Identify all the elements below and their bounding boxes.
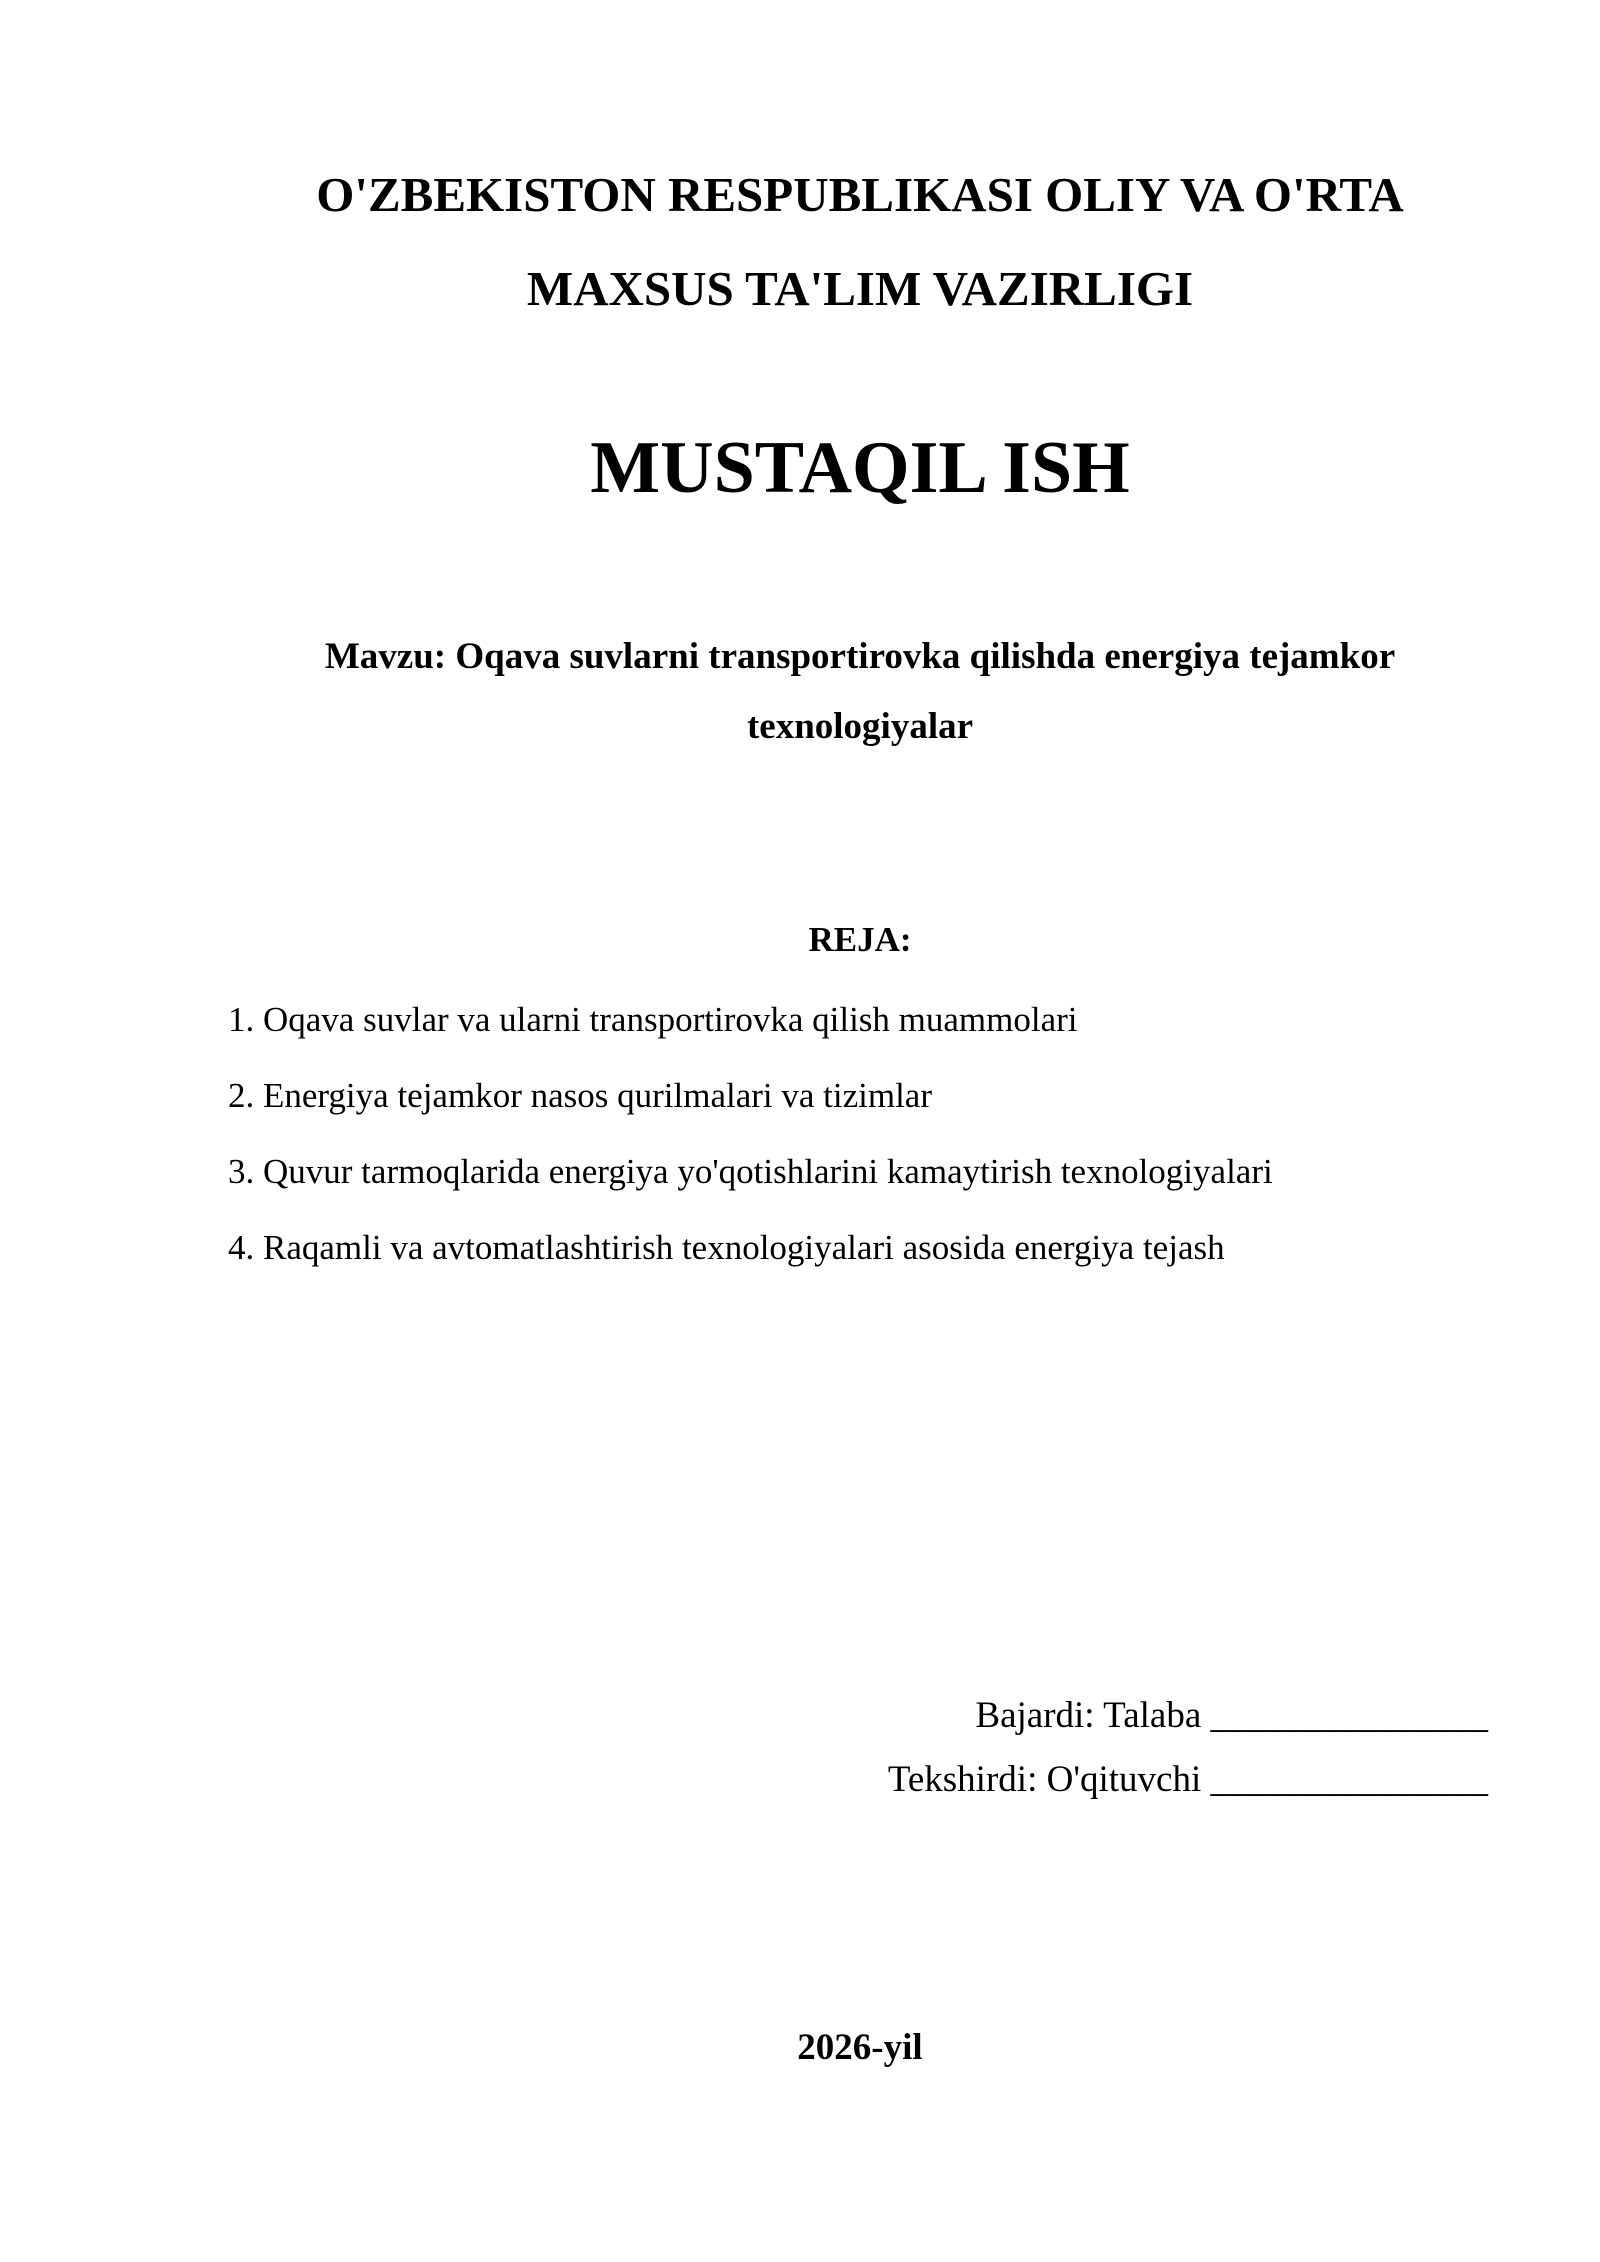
plan-item: 4. Raqamli va avtomatlashtirish texnologiyalari asosida energiya tejash	[228, 1228, 1225, 1267]
performed-by-line: Bajardi: Talaba _______________	[975, 1695, 1488, 1736]
topic-line-1: Mavzu: Oqava suvlarni transportirovka qilishda energiya tejamkor	[324, 636, 1396, 677]
plan-list	[228, 992, 1528, 1296]
checked-by-line: Tekshirdi: O'qituvchi _______________	[887, 1759, 1488, 1800]
plan-heading: REJA:	[808, 920, 912, 959]
plan-item: 3. Quvur tarmoqlarida energiya yo'qotishlarini kamaytirish texnologiyalari	[228, 1152, 1273, 1191]
ministry-line-2: MAXSUS TA'LIM VAZIRLIGI	[526, 261, 1194, 316]
ministry-header	[240, 148, 1480, 336]
topic	[240, 622, 1480, 762]
document-title: MUSTAQIL ISH	[590, 427, 1130, 509]
ministry-line-1: O'ZBEKISTON RESPUBLIKASI OLIY VA O'RTA	[316, 167, 1404, 222]
year: 2026-yil	[797, 2027, 923, 2068]
plan-item: 2. Energiya tejamkor nasos qurilmalari va tizimlar	[228, 1076, 932, 1115]
plan-item: 1. Oqava suvlar va ularni transportirovka qilish muammolari	[228, 1000, 1078, 1039]
signature-block	[888, 1684, 1488, 1812]
topic-line-2: texnologiyalar	[746, 706, 974, 747]
